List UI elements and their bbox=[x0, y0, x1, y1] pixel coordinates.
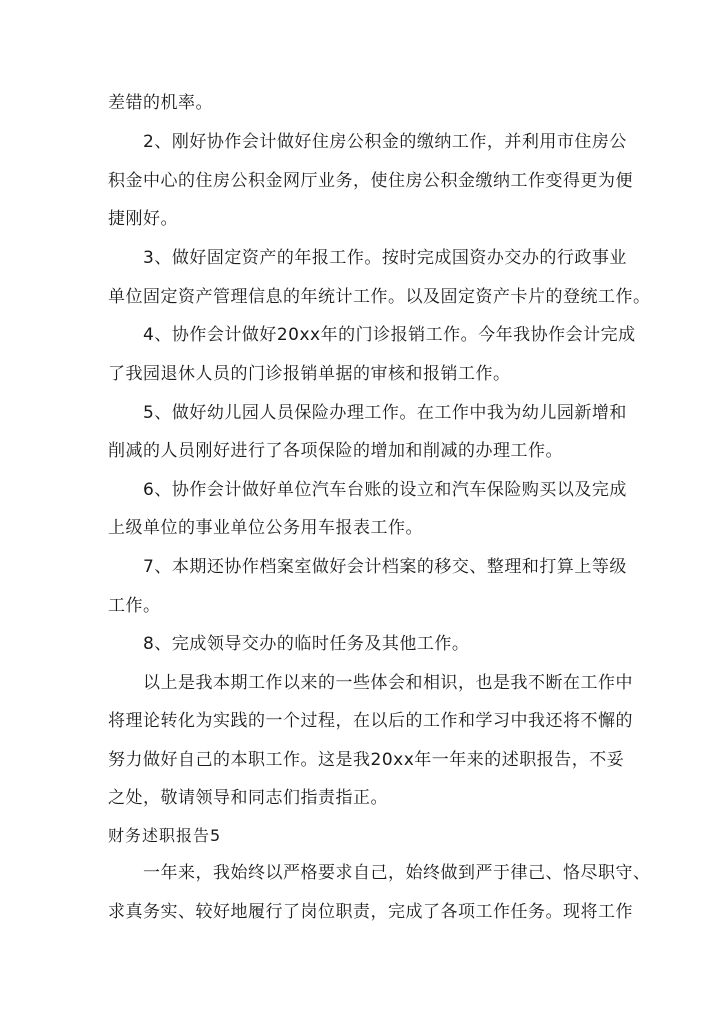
paragraph-line: 7、本期还协作档案室做好会计档案的移交、整理和打算上等级 bbox=[143, 557, 627, 577]
paragraph-line: 2、刚好协作会计做好住房公积金的缴纳工作，并利用市住房公 bbox=[143, 132, 627, 152]
section-heading: 财务述职报告5 bbox=[108, 826, 222, 845]
paragraph-line: 上级单位的事业单位公务用车报表工作。 bbox=[108, 518, 423, 538]
paragraph-line: 4、协作会计做好20xx年的门诊报销工作。今年我协作会计完成 bbox=[143, 325, 636, 345]
paragraph-line: 6、协作会计做好单位汽车台账的设立和汽车保险购买以及完成 bbox=[143, 480, 627, 500]
paragraph-line: 捷刚好。 bbox=[108, 209, 178, 229]
paragraph-line: 努力做好自己的本职工作。这是我20xx年一年来的述职报告，不妥 bbox=[108, 750, 625, 770]
paragraph-line: 之处，敬请领导和同志们指责指正。 bbox=[108, 788, 388, 808]
paragraph-line: 差错的机率。 bbox=[108, 93, 213, 113]
paragraph-line: 求真务实、较好地履行了岗位职责，完成了各项工作任务。现将工作 bbox=[108, 902, 633, 922]
paragraph-line: 5、做好幼儿园人员保险办理工作。在工作中我为幼儿园新增和 bbox=[143, 403, 627, 423]
paragraph-line: 以上是我本期工作以来的一些体会和相识，也是我不断在工作中 bbox=[143, 673, 633, 693]
paragraph-line: 工作。 bbox=[108, 596, 161, 616]
paragraph-line: 削减的人员刚好进行了各项保险的增加和削减的办理工作。 bbox=[108, 441, 563, 461]
paragraph-line: 积金中心的住房公积金网厅业务，使住房公积金缴纳工作变得更为便 bbox=[108, 171, 633, 191]
paragraph-line: 8、完成领导交办的临时任务及其他工作。 bbox=[143, 634, 470, 654]
paragraph-line: 将理论转化为实践的一个过程，在以后的工作和学习中我还将不懈的 bbox=[108, 711, 633, 731]
paragraph-line: 单位固定资产管理信息的年统计工作。以及固定资产卡片的登统工作。 bbox=[108, 287, 651, 307]
paragraph-line: 3、做好固定资产的年报工作。按时完成国资办交办的行政事业 bbox=[143, 248, 627, 268]
paragraph-line: 了我园退休人员的门诊报销单据的审核和报销工作。 bbox=[108, 364, 511, 384]
paragraph-line: 一年来，我始终以严格要求自己，始终做到严于律己、恪尽职守、 bbox=[143, 863, 651, 883]
